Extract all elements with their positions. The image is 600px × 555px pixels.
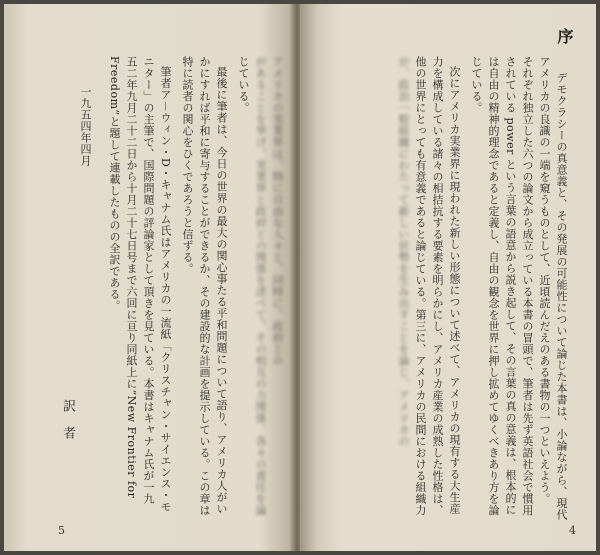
right-page-number: 4 [569, 524, 576, 537]
right-page-line: は自由の精神的理念であると定義し、自由の観念を世界に押し拡めてゆくべきあり方を論 [487, 56, 500, 516]
preface-title: 序 [555, 28, 574, 44]
right-page-line: 他の世界にとっても有意義であると論じている。第三に、アメリカの民間における組織力 [414, 56, 427, 516]
left-page-line: Freedom”と題して連載したものの全訳である。 [108, 56, 121, 312]
left-page-number: 5 [58, 524, 65, 537]
right-page-line: それぞれ独立した六つの論文から成立っている本書の冒頭で、筆者は先ず英語社会で慣用 [521, 56, 534, 516]
right-page-line: が、政治一般組織にわたって新しい状勢を生み出すことを論じ、アメリカの [397, 56, 410, 447]
right-page-line: じている。 [470, 56, 483, 114]
translator-signature: 訳者 [60, 399, 75, 453]
left-page-line: じている。 [237, 56, 250, 114]
left-page-line: 特に読者の関心をひくであろうと信ずる。 [181, 56, 194, 275]
right-page-line: 次にアメリカ実業界に現われた新しい形態について述べて、アメリカの現有する大生産 [448, 66, 461, 515]
left-page-line: アメリカの実業界は、特に自由な人々と、同時に、政府との [271, 56, 284, 367]
left-page-line: かにすれば平和に寄与することができるか、その建設的な計画を提示している。この章は [198, 56, 211, 516]
left-page-line: 五二年九月二十二日から十月二十七日号まで六回に亘り同紙上に“New Frontier for [125, 56, 138, 499]
right-page-line: 力を構成している諸々の相拮抗する要素を明らかにし、アメリカ産業の成熟した性格は、 [431, 56, 444, 516]
right-page-line: されている power という言葉の語意から説き起して、その言葉の真の意義は、根本的に [504, 56, 517, 516]
left-page-line: ニター」の主筆で、国際問題の評論家として頂きを見ている。本書はキャナム氏が一九 [142, 56, 155, 505]
left-page-date: 一九五四年四月 [79, 86, 92, 167]
left-page [4, 4, 294, 551]
right-page-line: デモクラシーの真意義と、その発展の可能性について論じた本書は、小論ながら、現代 [555, 72, 568, 521]
open-book [4, 4, 596, 551]
left-page-line: 最後に筆者は、今日の世界の最大の関心事たる平和問題について語り、アメリカ人がい [215, 66, 228, 515]
left-page-line: があることを挙げ、実業界と政府との関係を述べて、その相互の力関係、各々の責任を論 [254, 56, 267, 516]
right-page [300, 4, 596, 551]
left-page-line: 筆者ア－ウィン・D・キャナム氏はアメリカの一流紙「クリスチャン・サイエンス・モ [159, 66, 172, 513]
right-page-line: アメリカの良識の一端を窺うものとして、近頃読んだえのある書物の一つといえよう。 [538, 56, 551, 505]
